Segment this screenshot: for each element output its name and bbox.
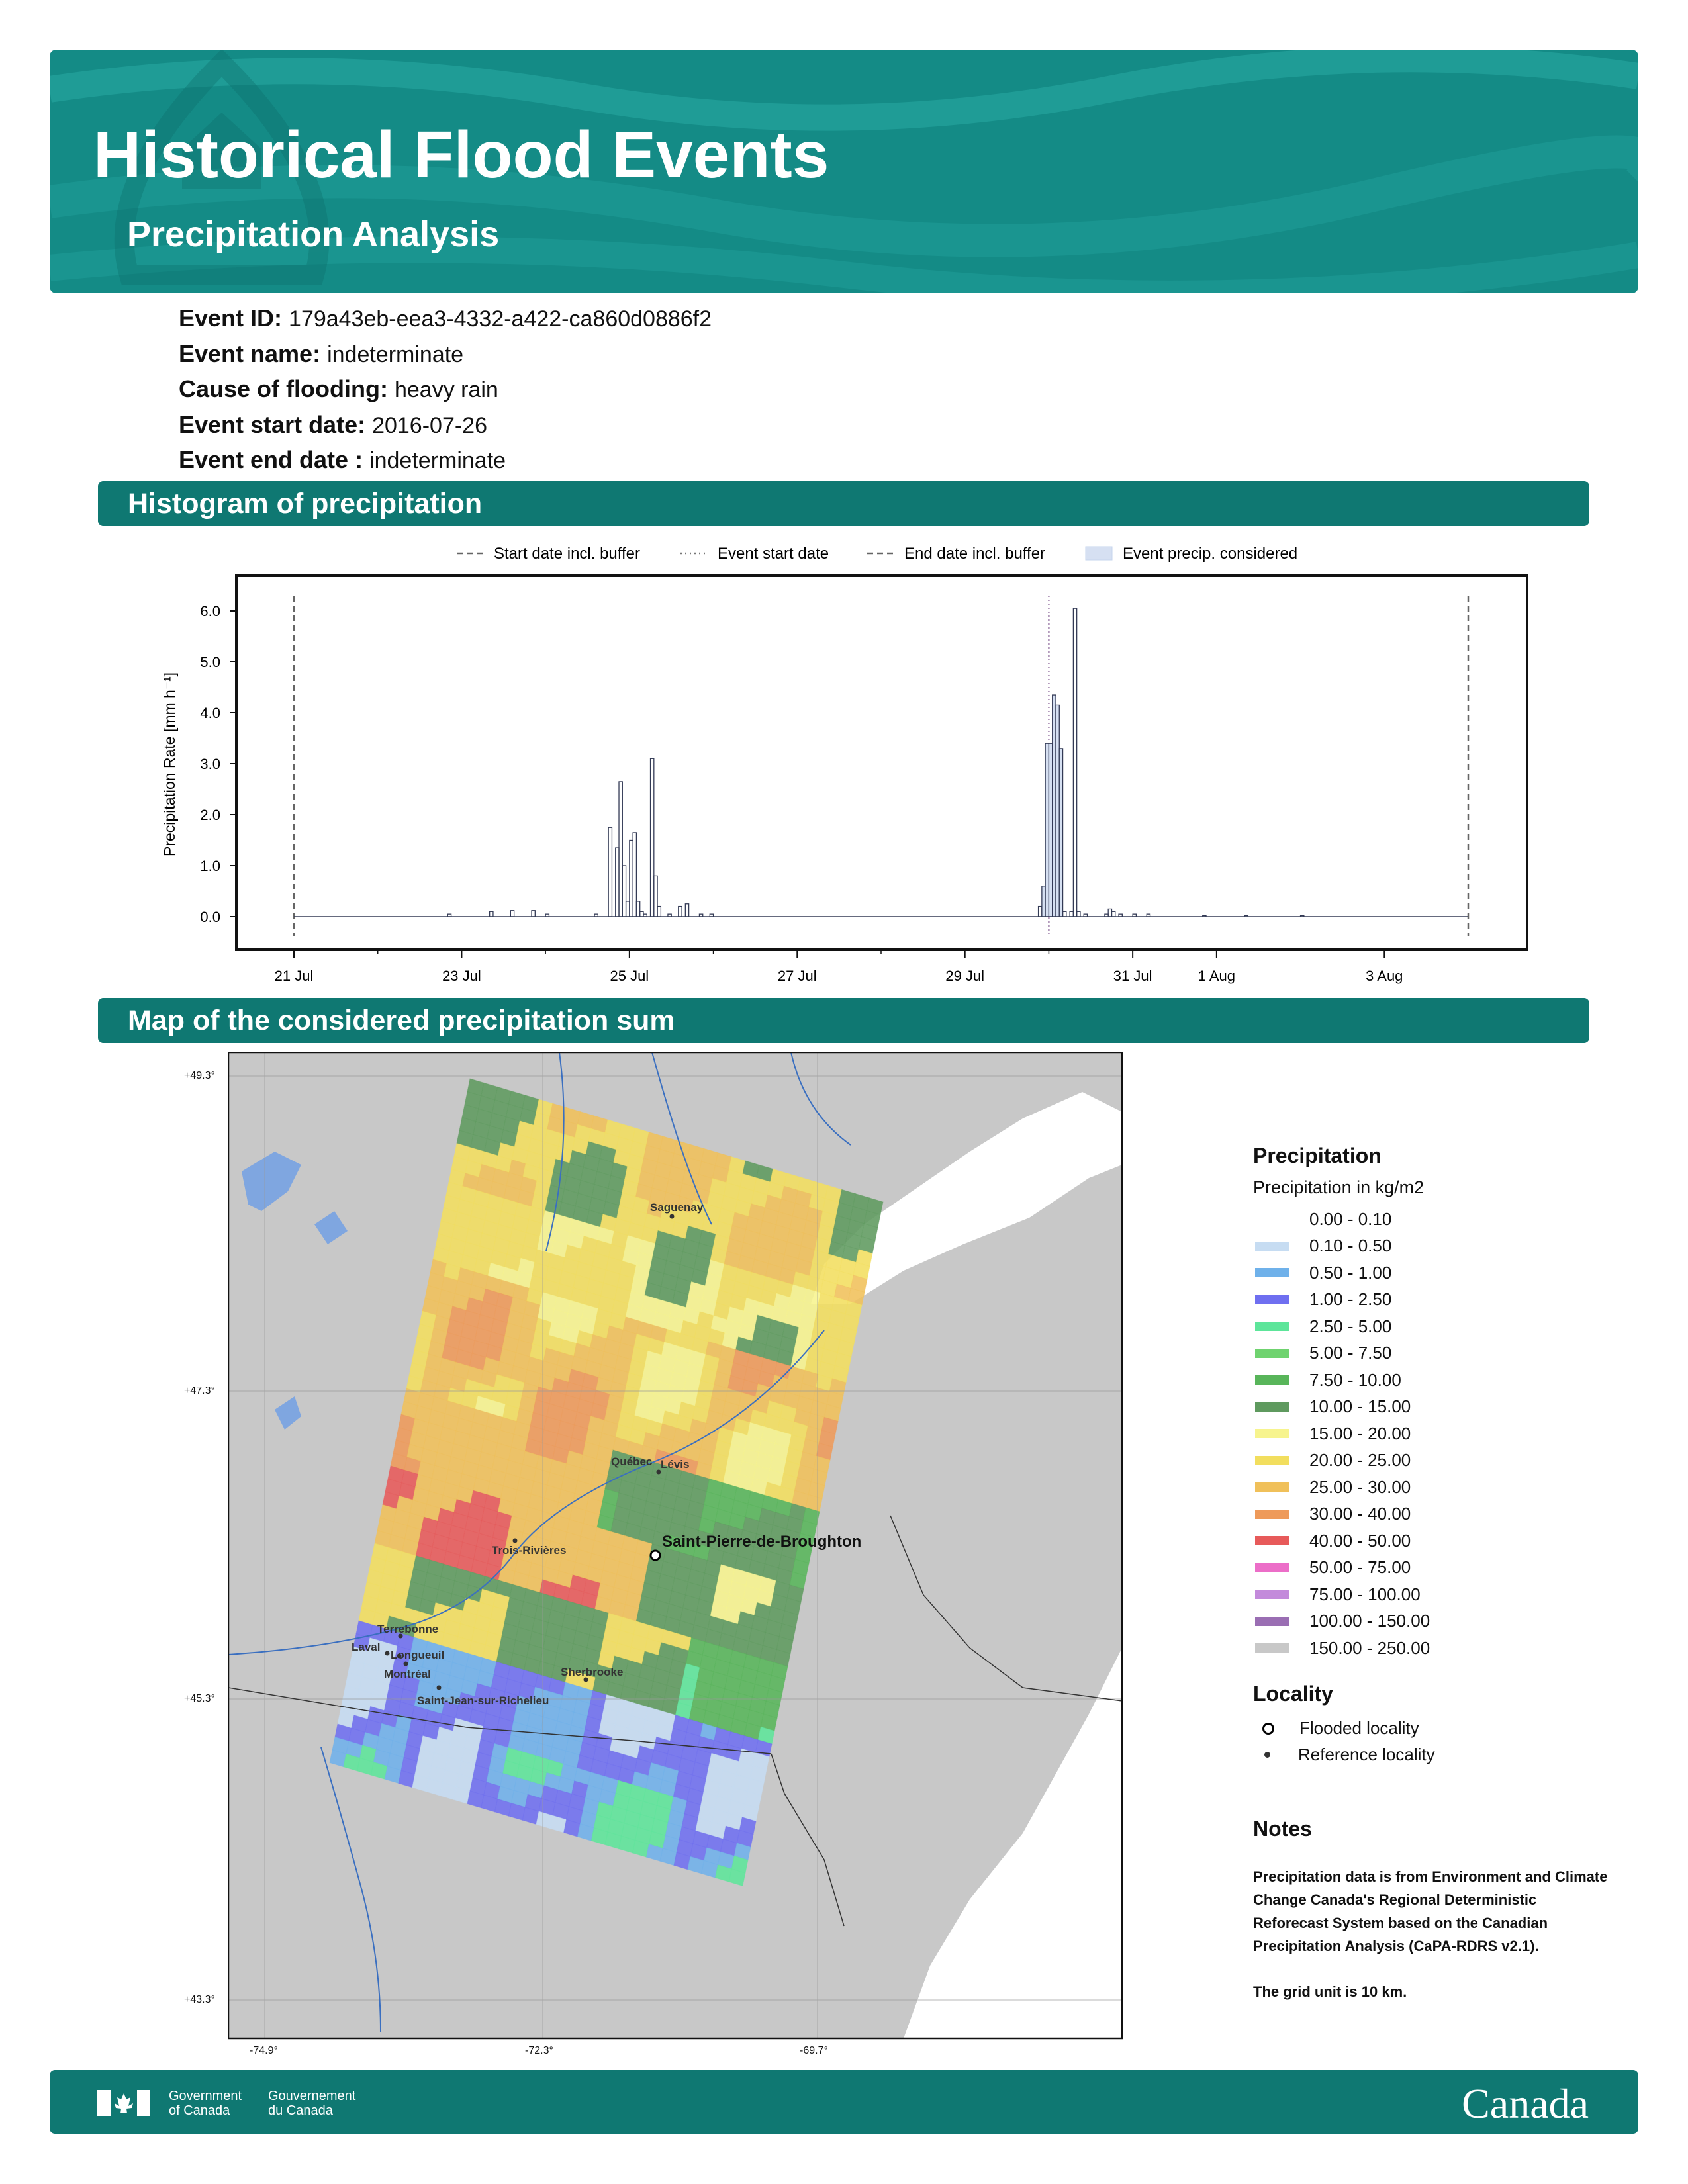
histogram-section-title: Histogram of precipitation bbox=[128, 488, 483, 520]
legend-start-buffer: Start date incl. buffer bbox=[494, 545, 641, 563]
legend-swatch bbox=[1255, 1590, 1289, 1599]
legend-event-precip: Event precip. considered bbox=[1123, 545, 1298, 563]
flooded-marker-icon bbox=[1262, 1723, 1274, 1735]
legend-swatch bbox=[1255, 1563, 1289, 1572]
event-id-value: 179a43eb-eea3-4332-a422-ca860d0886f2 bbox=[289, 306, 712, 332]
legend-swatch bbox=[1255, 1510, 1289, 1519]
y-tick-label: 0.0 bbox=[200, 909, 220, 925]
histogram-bar bbox=[1070, 911, 1073, 917]
legend-item-label: 2.50 - 5.00 bbox=[1309, 1316, 1392, 1336]
event-start-row bbox=[179, 408, 712, 443]
histogram-bar bbox=[622, 866, 626, 917]
place-terrebonne: Terrebonne bbox=[377, 1623, 439, 1635]
histogram-bar bbox=[1059, 749, 1062, 917]
notes-title: Notes bbox=[1253, 1817, 1312, 1841]
legend-item-label: 50.00 - 75.00 bbox=[1309, 1557, 1411, 1578]
histogram-bar bbox=[532, 911, 535, 917]
legend-flooded bbox=[1253, 1715, 1597, 1742]
legend-item-label: 20.00 - 25.00 bbox=[1309, 1450, 1411, 1471]
event-name-value: indeterminate bbox=[327, 341, 464, 367]
legend-item bbox=[1253, 1206, 1597, 1233]
legend-swatch bbox=[1255, 1617, 1289, 1626]
histogram-bar bbox=[1049, 743, 1052, 917]
legend-title: Precipitation bbox=[1253, 1144, 1382, 1167]
legend-item bbox=[1253, 1447, 1597, 1475]
legend-item bbox=[1253, 1340, 1597, 1367]
histogram-bar bbox=[1077, 911, 1080, 917]
event-name-row bbox=[179, 337, 712, 373]
x-tick-label: 1 Aug bbox=[1197, 968, 1235, 984]
histogram-bar bbox=[1108, 909, 1111, 917]
legend-item-label: 40.00 - 50.00 bbox=[1309, 1530, 1411, 1551]
map-legend bbox=[1253, 1144, 1597, 1768]
histogram-legend bbox=[457, 545, 1297, 563]
legend-item-label: 0.50 - 1.00 bbox=[1309, 1262, 1392, 1283]
histogram-bars bbox=[294, 608, 1468, 917]
place-flooded: Saint-Pierre-de-Broughton bbox=[662, 1533, 862, 1551]
legend-swatch bbox=[1255, 1456, 1289, 1465]
gov-fr-line1: Gouvernement bbox=[268, 2089, 356, 2103]
notes-text-1: Precipitation data is from Environment and Climate Change Canada's Regional Deterministic Reforecast System based on the Canadian Precipitation Analysis (CaPA-RDRS v2.1). bbox=[1253, 1868, 1608, 1954]
place-levis: Lévis bbox=[661, 1458, 690, 1471]
histogram-bar bbox=[685, 904, 688, 917]
histogram-bar bbox=[651, 758, 654, 917]
histogram-bar bbox=[1053, 695, 1056, 917]
legend-item bbox=[1253, 1635, 1597, 1662]
plot-frame bbox=[236, 576, 1527, 950]
legend-item-label: 15.00 - 20.00 bbox=[1309, 1423, 1411, 1443]
reference-marker-icon bbox=[1264, 1752, 1270, 1758]
x-tick-label: 29 Jul bbox=[945, 968, 985, 984]
event-id-label: Event ID: bbox=[179, 304, 283, 332]
legend-swatch bbox=[1255, 1482, 1289, 1492]
precipitation-map-svg bbox=[228, 1052, 1129, 2052]
x-tick-label: 23 Jul bbox=[442, 968, 481, 984]
precipitation-histogram bbox=[0, 529, 1688, 1072]
place-sherbrooke: Sherbrooke bbox=[561, 1666, 624, 1678]
place-laval: Laval bbox=[352, 1641, 381, 1653]
event-cause-row bbox=[179, 372, 712, 408]
canada-wordmark: Canada bbox=[1462, 2080, 1589, 2127]
histogram-bar bbox=[608, 827, 612, 917]
place-st-jean: Saint-Jean-sur-Richelieu bbox=[417, 1694, 549, 1707]
footer bbox=[50, 2070, 1638, 2134]
legend-swatch bbox=[1255, 1429, 1289, 1438]
legend-item bbox=[1253, 1313, 1597, 1340]
histogram-bar bbox=[640, 911, 643, 917]
histogram-bar bbox=[510, 911, 514, 917]
y-tick-label: 6.0 bbox=[200, 603, 220, 619]
event-start-label: Event start date: bbox=[179, 410, 366, 438]
histogram-bar bbox=[679, 907, 682, 917]
y-tick-label: 3.0 bbox=[200, 756, 220, 772]
map-section-header bbox=[98, 998, 1589, 1043]
lon-label-69: -69.7° bbox=[800, 2045, 828, 2056]
notes bbox=[1253, 1817, 1611, 2026]
legend-item-label: 30.00 - 40.00 bbox=[1309, 1504, 1411, 1524]
histogram-bar bbox=[626, 901, 630, 917]
page-title: Historical Flood Events bbox=[93, 118, 829, 192]
legend-item-label: 75.00 - 100.00 bbox=[1309, 1584, 1421, 1604]
event-start-value: 2016-07-26 bbox=[372, 412, 487, 438]
gov-fr-line2: du Canada bbox=[268, 2103, 333, 2118]
y-tick-label: 4.0 bbox=[200, 705, 220, 721]
legend-item-label: 100.00 - 150.00 bbox=[1309, 1611, 1430, 1631]
histogram-bar bbox=[1039, 907, 1042, 917]
legend-item-label: 5.00 - 7.50 bbox=[1309, 1343, 1392, 1363]
map-section-title: Map of the considered precipitation sum bbox=[128, 1005, 675, 1036]
legend-item bbox=[1253, 1501, 1597, 1528]
x-tick-label: 25 Jul bbox=[610, 968, 649, 984]
histogram-bar bbox=[1045, 743, 1049, 917]
legend-item bbox=[1253, 1233, 1597, 1260]
legend-item bbox=[1253, 1259, 1597, 1287]
legend-item-label: 0.00 - 0.10 bbox=[1309, 1208, 1392, 1229]
legend-item-label: 1.00 - 2.50 bbox=[1309, 1289, 1392, 1310]
canada-flag-icon bbox=[97, 2090, 150, 2116]
histogram-axes bbox=[200, 596, 1468, 984]
legend-items bbox=[1253, 1206, 1597, 1662]
histogram-bar bbox=[1073, 608, 1076, 917]
legend-reference-label: Reference locality bbox=[1298, 1745, 1435, 1764]
histogram-bar bbox=[636, 901, 639, 917]
legend-swatch bbox=[1255, 1268, 1289, 1277]
place-montreal: Montréal bbox=[384, 1668, 431, 1680]
lat-label-43: +43.3° bbox=[184, 1994, 215, 2005]
lon-label-74: -74.9° bbox=[250, 2045, 278, 2056]
x-tick-label: 3 Aug bbox=[1366, 968, 1403, 984]
legend-swatch bbox=[1255, 1214, 1289, 1224]
legend-item bbox=[1253, 1474, 1597, 1501]
x-tick-label: 21 Jul bbox=[274, 968, 314, 984]
legend-event-start: Event start date bbox=[718, 545, 829, 563]
histogram-bar bbox=[630, 841, 633, 917]
histogram-bar bbox=[1042, 886, 1045, 917]
legend-swatch bbox=[1255, 1643, 1289, 1653]
legend-item bbox=[1253, 1287, 1597, 1314]
legend-swatch bbox=[1255, 1375, 1289, 1385]
legend-swatch bbox=[1255, 1536, 1289, 1545]
y-axis-label: Precipitation Rate [mm h⁻¹] bbox=[161, 672, 178, 857]
legend-item-label: 10.00 - 15.00 bbox=[1309, 1396, 1411, 1417]
lat-label-45: +45.3° bbox=[184, 1693, 215, 1704]
legend-swatch bbox=[1255, 1295, 1289, 1304]
histogram-bar bbox=[1063, 911, 1066, 917]
legend-item bbox=[1253, 1394, 1597, 1421]
legend-item bbox=[1253, 1608, 1597, 1635]
place-longueuil: Longueuil bbox=[391, 1649, 445, 1661]
event-end-label: Event end date : bbox=[179, 446, 363, 473]
histogram-bar bbox=[490, 911, 493, 917]
notes-text-2: The grid unit is 10 km. bbox=[1253, 1983, 1407, 2000]
histogram-bar bbox=[1056, 705, 1059, 917]
precipitation-map bbox=[228, 1052, 1129, 2055]
histogram-bar bbox=[657, 907, 661, 917]
histogram-section-header bbox=[98, 481, 1589, 526]
legend-item bbox=[1253, 1367, 1597, 1394]
y-tick-label: 2.0 bbox=[200, 807, 220, 823]
legend-item-label: 150.00 - 250.00 bbox=[1309, 1637, 1430, 1658]
gov-fr bbox=[268, 2089, 355, 2118]
event-metadata bbox=[179, 301, 712, 478]
event-end-value: indeterminate bbox=[369, 448, 506, 473]
legend-item bbox=[1253, 1581, 1597, 1608]
page-subtitle: Precipitation Analysis bbox=[127, 214, 500, 254]
event-id-row bbox=[179, 301, 712, 337]
x-tick-label: 31 Jul bbox=[1113, 968, 1152, 984]
legend-swatch bbox=[1255, 1349, 1289, 1358]
histogram-bar bbox=[616, 848, 619, 917]
event-cause-value: heavy rain bbox=[394, 377, 498, 402]
y-tick-label: 1.0 bbox=[200, 858, 220, 874]
legend-swatch bbox=[1255, 1402, 1289, 1412]
histogram-bar bbox=[619, 782, 622, 917]
histogram-bar bbox=[654, 876, 657, 917]
histogram-bar bbox=[1111, 911, 1115, 917]
legend-end-buffer: End date incl. buffer bbox=[904, 545, 1046, 563]
legend-subtitle: Precipitation in kg/m2 bbox=[1253, 1177, 1425, 1197]
gov-en-line2: of Canada bbox=[169, 2103, 230, 2118]
event-cause-label: Cause of flooding: bbox=[179, 375, 388, 402]
legend-item bbox=[1253, 1555, 1597, 1582]
place-trois-rivieres: Trois-Rivières bbox=[492, 1544, 567, 1557]
lat-label-49: +49.3° bbox=[184, 1070, 215, 1081]
locality-title: Locality bbox=[1253, 1681, 1333, 1706]
lon-label-72: -72.3° bbox=[525, 2045, 553, 2056]
event-end-row bbox=[179, 443, 712, 478]
legend-swatch bbox=[1255, 1322, 1289, 1331]
gov-en-line1: Government bbox=[169, 2089, 242, 2103]
place-quebec: Québec bbox=[611, 1455, 653, 1468]
histogram-bar bbox=[633, 833, 636, 917]
event-name-label: Event name: bbox=[179, 340, 321, 367]
legend-item-label: 7.50 - 10.00 bbox=[1309, 1369, 1401, 1390]
legend-item bbox=[1253, 1420, 1597, 1447]
legend-reference bbox=[1253, 1742, 1597, 1768]
gov-en bbox=[169, 2089, 242, 2118]
legend-item-label: 0.10 - 0.50 bbox=[1309, 1236, 1392, 1256]
y-tick-label: 5.0 bbox=[200, 654, 220, 670]
legend-item-label: 25.00 - 30.00 bbox=[1309, 1477, 1411, 1497]
place-saguenay: Saguenay bbox=[650, 1201, 704, 1214]
legend-flooded-label: Flooded locality bbox=[1299, 1718, 1419, 1738]
x-tick-label: 27 Jul bbox=[777, 968, 817, 984]
legend-swatch bbox=[1255, 1242, 1289, 1251]
legend-item bbox=[1253, 1527, 1597, 1555]
header-banner bbox=[50, 50, 1638, 293]
lat-label-47: +47.3° bbox=[184, 1385, 215, 1396]
